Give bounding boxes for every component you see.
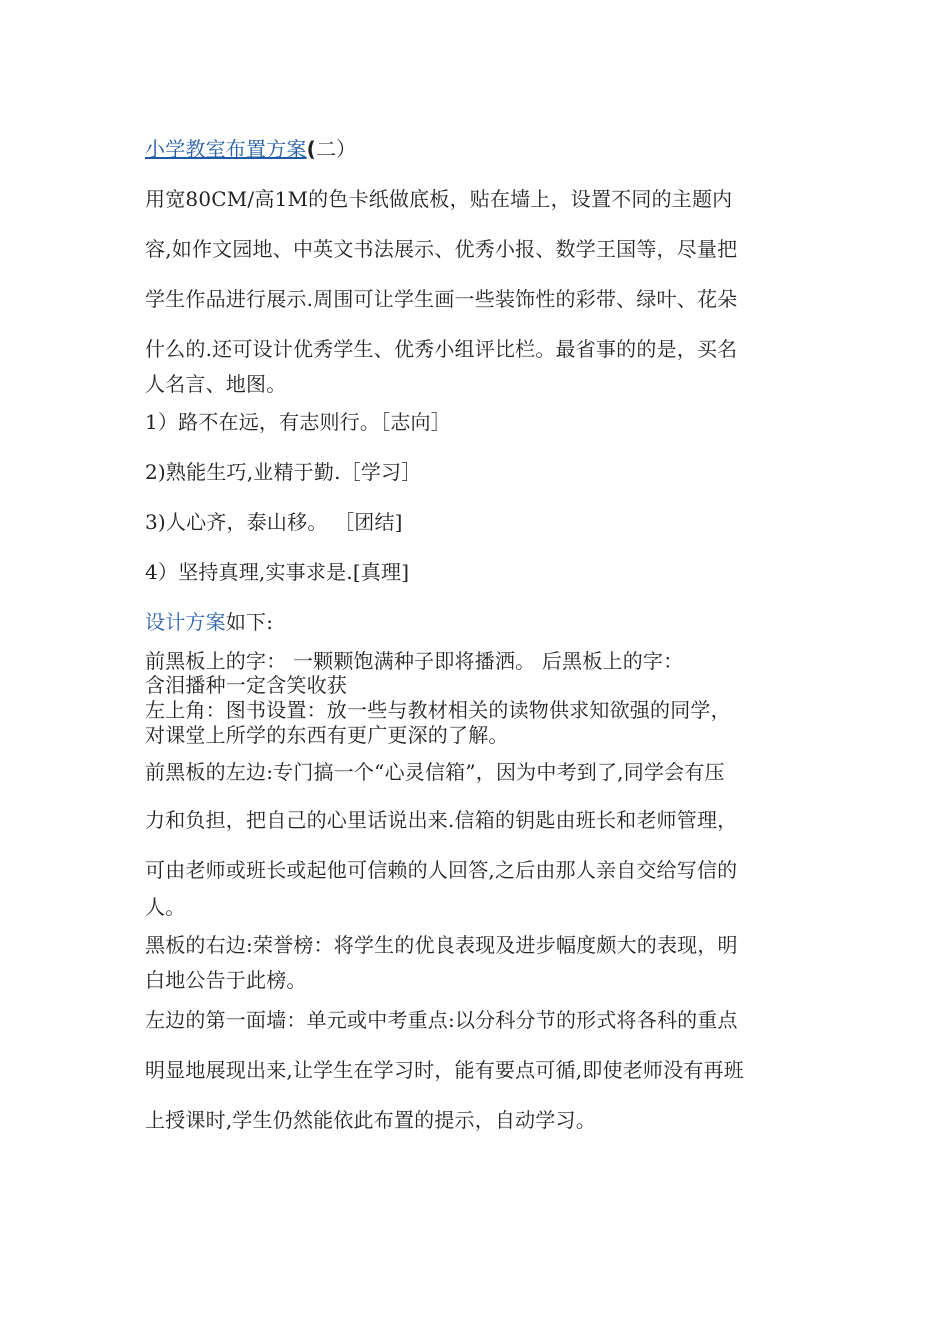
intro-line-1: 用宽80CM/高1M的色卡纸做底板，贴在墙上，设置不同的主题内 (145, 187, 733, 211)
title-paren: ( (306, 137, 316, 161)
title-rest: 二） (315, 137, 357, 161)
body-line-4: 对课堂上所学的东西有更广更深的了解。 (145, 723, 509, 747)
intro-line-3: 学生作品进行展示.周围可让学生画一些装饰性的彩带、绿叶、花朵 (145, 287, 738, 311)
quote-2: 2)熟能生巧,业精于勤.［学习］ (145, 460, 422, 484)
design-heading (145, 610, 273, 634)
body-line-3: 左上角：图书设置：放一些与教材相关的读物供求知欲强的同学， (145, 698, 731, 722)
body-line-9: 黑板的右边:荣誉榜：将学生的优良表现及进步幅度颇大的表现，明 (145, 933, 738, 957)
body-line-12: 明显地展现出来,让学生在学习时，能有要点可循,即使老师没有再班 (145, 1058, 744, 1082)
intro-line-2: 容,如作文园地、中英文书法展示、优秀小报、数学王国等，尽量把 (145, 237, 738, 261)
body-line-8: 人。 (145, 895, 186, 919)
body-line-7: 可由老师或班长或起他可信赖的人回答,之后由那人亲自交给写信的 (145, 858, 738, 882)
body-line-13: 上授课时,学生仍然能依此布置的提示，自动学习。 (145, 1108, 596, 1132)
quote-4: 4）坚持真理,实事求是.[真理] (145, 560, 410, 584)
body-line-1: 前黑板上的字： 一颗颗饱满种子即将播洒。 后黑板上的字： (145, 649, 684, 673)
design-suffix: 如下: (225, 610, 274, 634)
body-line-10: 白地公告于此榜。 (145, 968, 307, 992)
title-link[interactable]: 小学教室布置方案 (145, 137, 307, 161)
quote-1: 1）路不在远，有志则行。［志向］ (145, 410, 451, 434)
body-line-11: 左边的第一面墙：单元或中考重点:以分科分节的形式将各科的重点 (145, 1008, 738, 1032)
intro-line-4: 什么的.还可设计优秀学生、优秀小组评比栏。最省事的的是，买名 (145, 337, 738, 361)
body-line-5: 前黑板的左边:专门搞一个“心灵信箱”，因为中考到了,同学会有压 (145, 760, 725, 784)
intro-line-5: 人名言、地图。 (145, 372, 287, 396)
quote-3: 3)人心齐，泰山移。 ［团结] (145, 510, 403, 534)
body-line-6: 力和负担，把自己的心里话说出来.信箱的钥匙由班长和老师管理， (145, 808, 738, 832)
design-label: 设计方案 (145, 610, 226, 634)
document-title (145, 137, 356, 161)
body-line-2: 含泪播种一定含笑收获 (145, 673, 347, 697)
